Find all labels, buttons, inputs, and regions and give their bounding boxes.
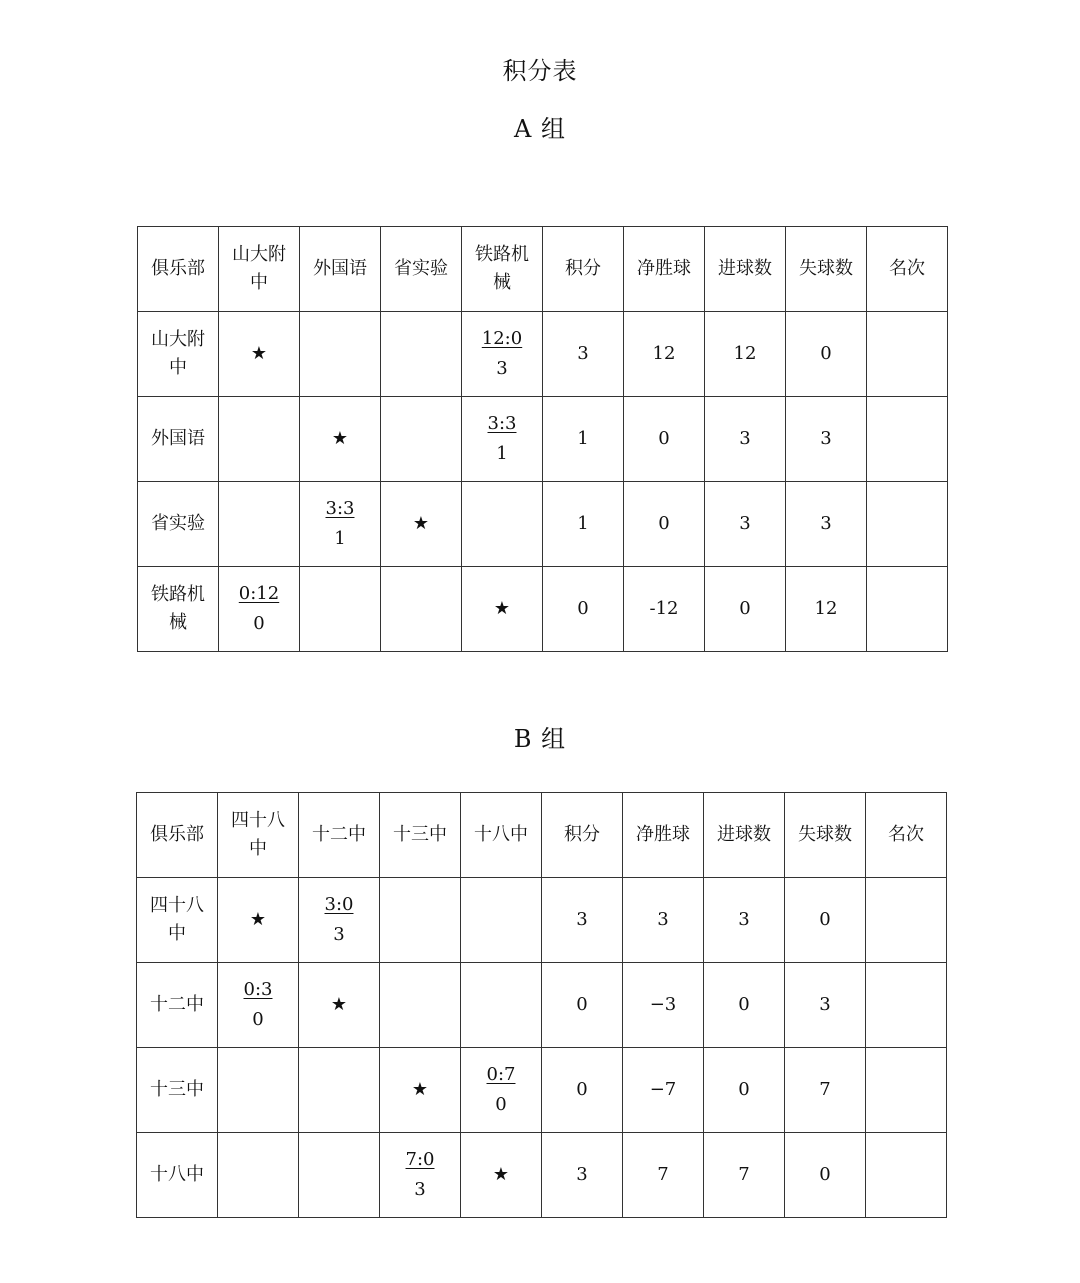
team-name-cell <box>137 963 218 1048</box>
star-icon: ★ <box>330 994 348 1015</box>
header-cell: 失球数 <box>786 227 867 312</box>
rank-cell <box>866 1048 947 1133</box>
rank-cell <box>867 312 948 397</box>
match-result-cell <box>299 878 380 963</box>
table-row <box>137 1133 947 1218</box>
match-result-cell <box>462 312 543 397</box>
header-cell: 名次 <box>866 793 947 878</box>
table-header-row <box>137 793 947 878</box>
self-match-cell <box>299 963 380 1048</box>
header-cell: 外国语 <box>300 227 381 312</box>
self-match-cell <box>300 397 381 482</box>
team-name: 山大附中 <box>151 329 205 378</box>
empty-match-cell <box>219 397 300 482</box>
goals-against-cell: 0 <box>785 1133 866 1218</box>
match-result-cell <box>461 1048 542 1133</box>
match-result-cell <box>380 1133 461 1218</box>
team-name-cell <box>137 1048 218 1133</box>
table-header-row <box>138 227 948 312</box>
header-cell: 山大附中 <box>219 227 300 312</box>
empty-match-cell <box>462 482 543 567</box>
match-result-cell <box>300 482 381 567</box>
empty-match-cell <box>381 397 462 482</box>
goal-difference-cell: 7 <box>623 1133 704 1218</box>
goal-difference-cell: 0 <box>624 482 705 567</box>
goal-difference-cell: 0 <box>624 397 705 482</box>
header-cell: 俱乐部 <box>137 793 218 878</box>
match-points: 1 <box>496 443 508 464</box>
goal-difference-cell: 3 <box>623 878 704 963</box>
empty-match-cell <box>218 1133 299 1218</box>
match-result-cell <box>219 567 300 652</box>
goals-against-cell: 12 <box>786 567 867 652</box>
header-cell: 十三中 <box>380 793 461 878</box>
header-cell: 积分 <box>542 793 623 878</box>
group-a-table <box>137 226 948 652</box>
team-name: 铁路机械 <box>151 584 205 633</box>
header-cell: 省实验 <box>381 227 462 312</box>
goals-for-cell: 0 <box>705 567 786 652</box>
group-b-title: B 组 <box>513 725 567 753</box>
header-cell: 十二中 <box>299 793 380 878</box>
table-row <box>138 397 948 482</box>
points-cell: 3 <box>542 878 623 963</box>
match-score: 3:3 <box>487 413 517 434</box>
match-score: 3:0 <box>324 894 354 915</box>
self-match-cell <box>218 878 299 963</box>
team-name: 外国语 <box>151 428 205 449</box>
empty-match-cell <box>381 312 462 397</box>
header-cell: 名次 <box>867 227 948 312</box>
star-icon: ★ <box>249 909 267 930</box>
match-score: 3:3 <box>325 498 355 519</box>
empty-match-cell <box>300 567 381 652</box>
points-cell: 3 <box>543 312 624 397</box>
empty-match-cell <box>461 878 542 963</box>
match-points: 3 <box>333 924 345 945</box>
rank-cell <box>866 1133 947 1218</box>
points-cell: 0 <box>542 963 623 1048</box>
header-cell: 俱乐部 <box>138 227 219 312</box>
goals-for-cell: 7 <box>704 1133 785 1218</box>
empty-match-cell <box>299 1048 380 1133</box>
points-cell: 1 <box>543 482 624 567</box>
empty-match-cell <box>300 312 381 397</box>
team-name: 十八中 <box>150 1164 204 1185</box>
team-name: 省实验 <box>151 513 205 534</box>
empty-match-cell <box>380 963 461 1048</box>
table-row <box>138 567 948 652</box>
self-match-cell <box>219 312 300 397</box>
rank-cell <box>867 397 948 482</box>
match-points: 3 <box>496 358 508 379</box>
team-name-cell <box>138 482 219 567</box>
goals-for-cell: 12 <box>705 312 786 397</box>
goals-for-cell: 0 <box>704 963 785 1048</box>
header-cell: 铁路机械 <box>462 227 543 312</box>
points-cell: 3 <box>542 1133 623 1218</box>
points-cell: 0 <box>542 1048 623 1133</box>
star-icon: ★ <box>493 598 511 619</box>
team-name: 十三中 <box>150 1079 204 1100</box>
empty-match-cell <box>381 567 462 652</box>
empty-match-cell <box>461 963 542 1048</box>
goals-against-cell: 3 <box>785 963 866 1048</box>
table-row <box>138 482 948 567</box>
team-name-cell <box>137 1133 218 1218</box>
self-match-cell <box>462 567 543 652</box>
rank-cell <box>867 567 948 652</box>
goals-for-cell: 0 <box>704 1048 785 1133</box>
points-cell: 1 <box>543 397 624 482</box>
goals-against-cell: 7 <box>785 1048 866 1133</box>
rank-cell <box>866 963 947 1048</box>
star-icon: ★ <box>492 1164 510 1185</box>
team-name: 四十八中 <box>150 895 204 944</box>
header-cell: 净胜球 <box>624 227 705 312</box>
match-score: 7:0 <box>405 1149 435 1170</box>
match-points: 0 <box>253 613 265 634</box>
match-result-cell <box>218 963 299 1048</box>
team-name-cell <box>137 878 218 963</box>
goal-difference-cell: −3 <box>623 963 704 1048</box>
goals-against-cell: 0 <box>785 878 866 963</box>
match-points: 1 <box>334 528 346 549</box>
goal-difference-cell: 12 <box>624 312 705 397</box>
match-score: 0:12 <box>238 583 280 604</box>
points-cell: 0 <box>543 567 624 652</box>
goals-against-cell: 3 <box>786 397 867 482</box>
match-points: 0 <box>495 1094 507 1115</box>
goal-difference-cell: −7 <box>623 1048 704 1133</box>
match-score: 12:0 <box>481 328 523 349</box>
goals-against-cell: 0 <box>786 312 867 397</box>
table-row <box>137 1048 947 1133</box>
team-name-cell <box>138 397 219 482</box>
header-cell: 进球数 <box>704 793 785 878</box>
goals-for-cell: 3 <box>705 397 786 482</box>
goals-for-cell: 3 <box>705 482 786 567</box>
match-result-cell <box>462 397 543 482</box>
star-icon: ★ <box>411 1079 429 1100</box>
match-points: 0 <box>252 1009 264 1030</box>
rank-cell <box>866 878 947 963</box>
self-match-cell <box>380 1048 461 1133</box>
empty-match-cell <box>380 878 461 963</box>
table-row <box>137 963 947 1048</box>
team-name-cell <box>138 312 219 397</box>
star-icon: ★ <box>412 513 430 534</box>
goals-against-cell: 3 <box>786 482 867 567</box>
header-cell: 净胜球 <box>623 793 704 878</box>
goal-difference-cell: -12 <box>624 567 705 652</box>
table-row <box>137 878 947 963</box>
match-points: 3 <box>414 1179 426 1200</box>
header-cell: 四十八中 <box>218 793 299 878</box>
self-match-cell <box>461 1133 542 1218</box>
star-icon: ★ <box>250 343 268 364</box>
star-icon: ★ <box>331 428 349 449</box>
match-score: 0:7 <box>486 1064 516 1085</box>
empty-match-cell <box>219 482 300 567</box>
rank-cell <box>867 482 948 567</box>
page-title: 积分表 <box>502 57 578 85</box>
group-a-title: A 组 <box>514 115 566 143</box>
goals-for-cell: 3 <box>704 878 785 963</box>
group-b-table <box>136 792 947 1218</box>
header-cell: 积分 <box>543 227 624 312</box>
match-score: 0:3 <box>243 979 273 1000</box>
empty-match-cell <box>218 1048 299 1133</box>
header-cell: 进球数 <box>705 227 786 312</box>
team-name-cell <box>138 567 219 652</box>
header-cell: 失球数 <box>785 793 866 878</box>
team-name: 十二中 <box>150 994 204 1015</box>
table-row <box>138 312 948 397</box>
header-cell: 十八中 <box>461 793 542 878</box>
self-match-cell <box>381 482 462 567</box>
empty-match-cell <box>299 1133 380 1218</box>
